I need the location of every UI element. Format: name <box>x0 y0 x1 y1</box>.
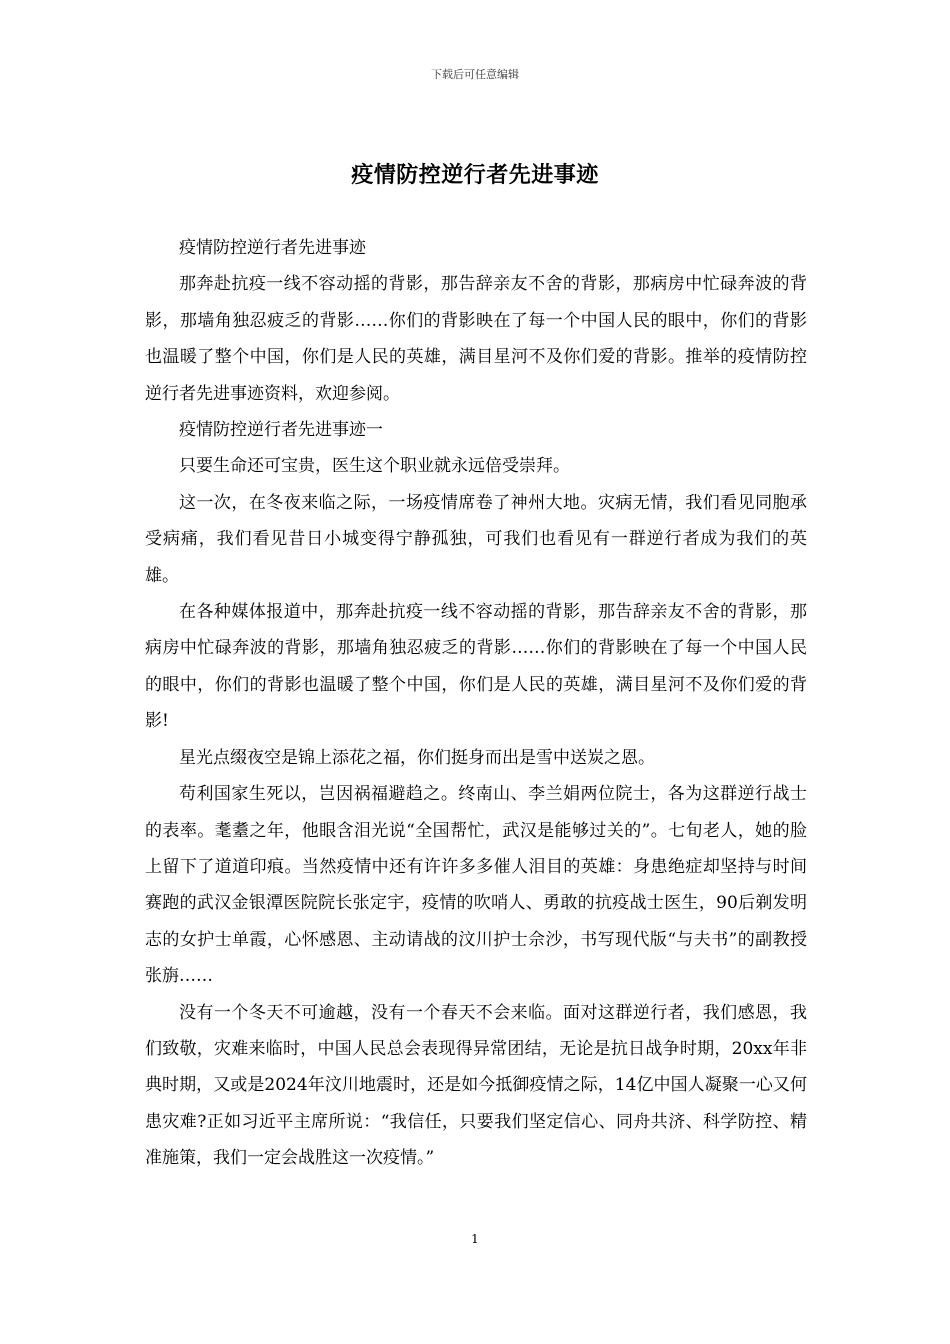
paragraph: 疫情防控逆行者先进事迹 <box>179 238 366 258</box>
document-body <box>145 230 807 1177</box>
paragraph: 那奔赴抗疫一线不容动摇的背影，那告辞亲友不舍的背影，那病房中忙碌奔波的背影，那墙角独忍疲乏的背影……你们的背影映在了每一个中国人民的眼中，你们的背影也温暖了整个中国，你们是人民的英雄，满目星河不及你们爱的背影。推举的疫情防控逆行者先进事迹资料，欢迎参阅。 <box>145 274 807 404</box>
paragraph: 没有一个冬天不可逾越，没有一个春天不会来临。面对这群逆行者，我们感恩，我们致敬，灾难来临时，中国人民总会表现得异常团结，无论是抗日战争时期，20xx年非典时期，又或是2024年汶川地震时，还是如今抵御疫情之际，14亿中国人凝聚一心又何患灾难?正如习近平主席所说：“我信任，只要我们坚定信心、同舟共济、科学防控、精准施策，我们一定会战胜这一次疫情。” <box>145 1002 807 1169</box>
paragraph: 在各种媒体报道中，那奔赴抗疫一线不容动摇的背影，那告辞亲友不舍的背影，那病房中忙碌奔波的背影，那墙角独忍疲乏的背影……你们的背影映在了每一个中国人民的眼中，你们的背影也温暖了整个中国，你们是人民的英雄，满目星河不及你们爱的背影! <box>145 602 807 732</box>
document-title: 疫情防控逆行者先进事迹 <box>351 162 599 188</box>
paragraph: 苟利国家生死以，岂因祸福避趋之。终南山、李兰娟两位院士，各为这群逆行战士的表率。耄耋之年，他眼含泪光说“全国帮忙，武汉是能够过关的”。七旬老人，她的脸上留下了道道印痕。当然疫情中还有许许多多催人泪目的英雄：身患绝症却坚持与时间赛跑的武汉金银潭医院院长张定宇，疫情的吹哨人、勇敢的抗疫战士医生，90后剃发明志的女护士单霞，心怀感恩、主动请战的汶川护士佘沙，书写现代版“与夫书”的副教授张旃…… <box>145 784 807 987</box>
paragraph: 疫情防控逆行者先进事迹一 <box>179 420 383 441</box>
paragraph: 只要生命还可宝贵，医生这个职业就永远倍受崇拜。 <box>179 456 570 477</box>
page-number: 1 <box>471 1232 479 1246</box>
header-note: 下载后可任意编辑 <box>431 68 519 81</box>
paragraph: 星光点缀夜空是锦上添花之福，你们挺身而出是雪中送炭之恩。 <box>179 747 655 768</box>
paragraph: 这一次，在冬夜来临之际，一场疫情席卷了神州大地。灾病无情，我们看见同胞承受病痛，我们看见昔日小城变得宁静孤独，可我们也看见有一群逆行者成为我们的英雄。 <box>145 492 807 586</box>
